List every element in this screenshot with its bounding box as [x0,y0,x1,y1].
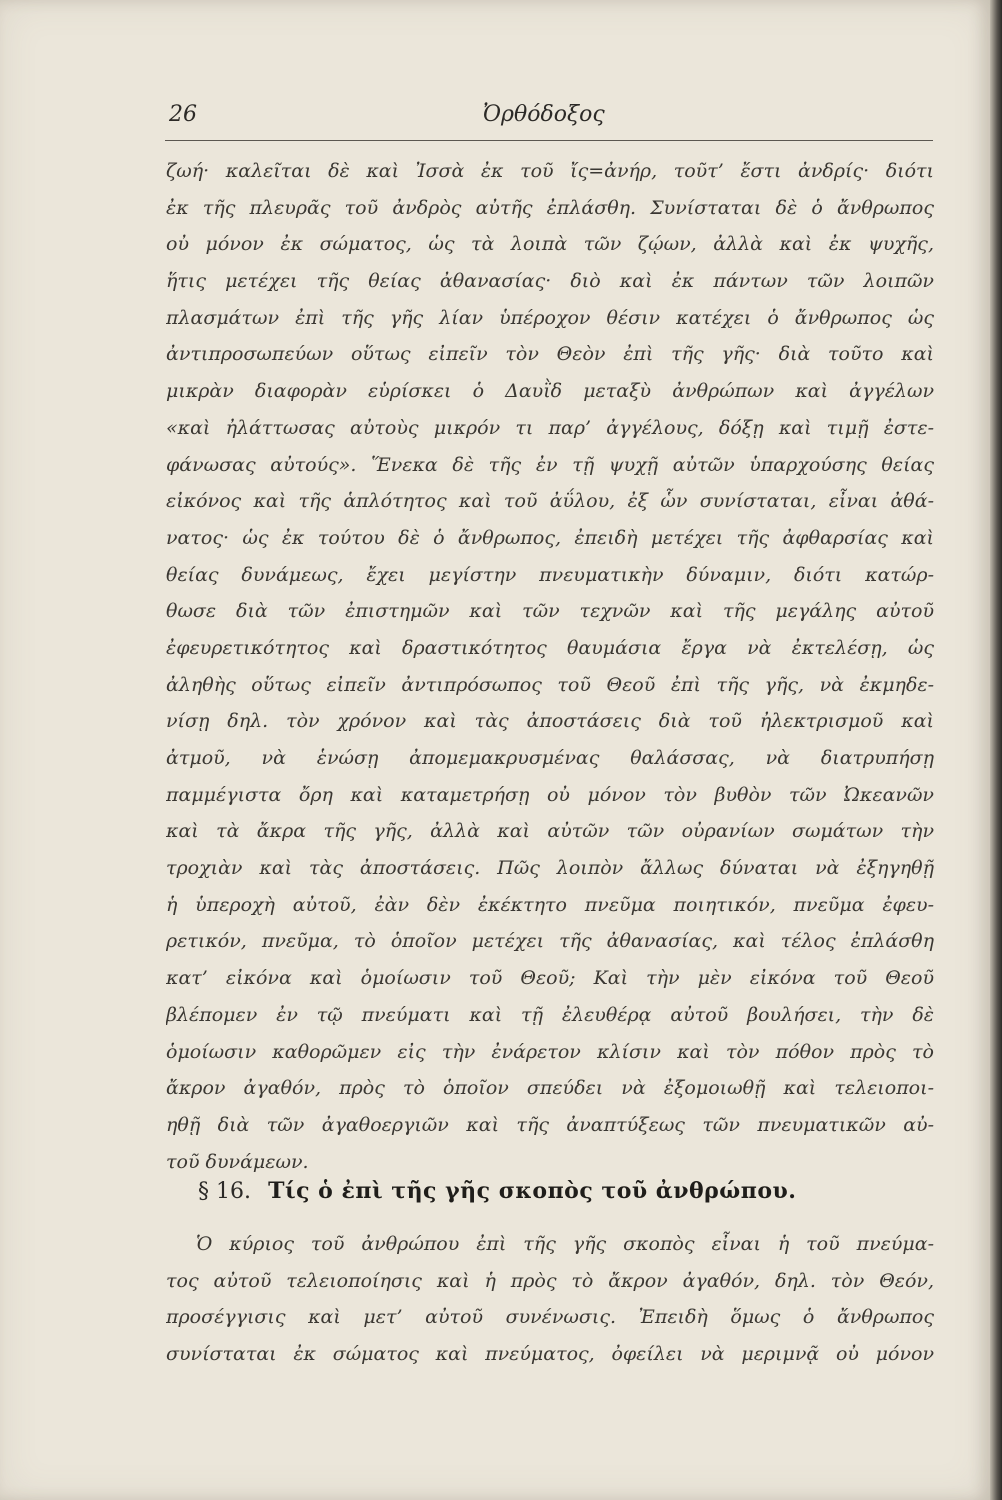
page-header [165,100,933,141]
text-line: νατος· ὡς ἐκ τούτου δὲ ὁ ἄνθρωπος, ἐπειδὴ μετέχει τῆς ἀφθαρσίας καὶ [166,526,934,549]
text-line: τροχιὰν καὶ τὰς ἀποστάσεις. Πῶς λοιπὸν ἄλλως δύναται νὰ ἐξηγηθῇ [166,857,934,880]
body-text [166,153,934,1180]
text-line: θείας δυνάμεως, ἔχει μεγίστην πνευματικὴν δύναμιν, διότι κατώρ- [166,563,934,586]
text-line: μικρὰν διαφορὰν εὑρίσκει ὁ Δαυῒδ μεταξὺ ἀνθρώπων καὶ ἀγγέλων [166,380,934,403]
text-line: νίσῃ δηλ. τὸν χρόνον καὶ τὰς ἀποστάσεις διὰ τοῦ ἠλεκτρισμοῦ καὶ [166,710,934,733]
text-line: καὶ τὰ ἄκρα τῆς γῆς, ἀλλὰ καὶ αὐτῶν τῶν οὐρανίων σωμάτων τὴν [166,820,934,843]
text-line: εἰκόνος καὶ τῆς ἁπλότητος καὶ τοῦ ἀΰλου, ἐξ ὧν συνίσταται, εἶναι ἀθά- [166,490,934,513]
text-line: τοῦ δυνάμεων. [166,1150,309,1173]
text-line: θωσε διὰ τῶν ἐπιστημῶν καὶ τῶν τεχνῶν καὶ τῆς μεγάλης αὐτοῦ [166,600,934,623]
text-line: «καὶ ἠλάττωσας αὐτοὺς μικρόν τι παρ’ ἀγγέλους, δόξῃ καὶ τιμῇ ἐστε- [166,416,934,439]
running-title: Ὀρθόδοξος [483,102,605,127]
text-line: συνίσταται ἐκ σώματος καὶ πνεύματος, ὀφείλει νὰ μεριμνᾷ οὐ μόνον [166,1343,934,1366]
page-edge [990,0,1002,1500]
text-line: ἀντιπροσωπεύων οὕτως εἰπεῖν τὸν Θεὸν ἐπὶ τῆς γῆς· διὰ τοῦτο καὶ [166,343,934,366]
text-line: ρετικόν, πνεῦμα, τὸ ὁποῖον μετέχει τῆς ἀθανασίας, καὶ τέλος ἐπλάσθη [166,930,934,953]
section-number: § 16. [198,1179,251,1204]
text-line: προσέγγισις καὶ μετ’ αὐτοῦ συνένωσις. Ἐπειδὴ ὅμως ὁ ἄνθρωπος [166,1306,934,1329]
text-line: Ὁ κύριος τοῦ ἀνθρώπου ἐπὶ τῆς γῆς σκοπὸς εἶναι ἡ τοῦ πνεύμα- [196,1233,934,1255]
text-line: βλέπομεν ἐν τῷ πνεύματι καὶ τῇ ἐλευθέρᾳ αὐτοῦ βουλήσει, τὴν δὲ [166,1003,934,1026]
text-line: ἄκρον ἀγαθόν, πρὸς τὸ ὁποῖον σπεύδει νὰ ἐξομοιωθῇ καὶ τελειοποι- [166,1077,934,1100]
section-body [166,1226,934,1373]
page-number: 26 [169,102,197,127]
section-heading [198,1178,928,1224]
text-line: ὁμοίωσιν καθορῶμεν εἰς τὴν ἐνάρετον κλίσιν καὶ τὸν πόθον πρὸς τὸ [166,1040,934,1063]
text-line: οὐ μόνον ἐκ σώματος, ὡς τὰ λοιπὰ τῶν ζῴων, ἀλλὰ καὶ ἐκ ψυχῆς, [166,233,934,256]
text-line: ζωή· καλεῖται δὲ καὶ Ἰσσὰ ἐκ τοῦ ἴς=ἀνήρ, τοῦτ’ ἔστι ἀνδρίς· διότι [166,160,934,182]
text-line: ἡ ὑπεροχὴ αὐτοῦ, ἐὰν δὲν ἐκέκτητο πνεῦμα ποιητικόν, πνεῦμα ἐφευ- [166,893,934,916]
text-line: τος αὐτοῦ τελειοποίησις καὶ ἡ πρὸς τὸ ἄκρον ἀγαθόν, δηλ. τὸν Θεόν, [166,1269,934,1292]
text-line: ἀτμοῦ, νὰ ἑνώσῃ ἀπομεμακρυσμένας θαλάσσας, νὰ διατρυπήσῃ [166,747,934,769]
text-line: ἐφευρετικότητος καὶ δραστικότητος θαυμάσια ἔργα νὰ ἐκτελέσῃ, ὡς [166,636,934,659]
section-title: Τίς ὁ ἐπὶ τῆς γῆς σκοπὸς τοῦ ἀνθρώπου. [268,1178,797,1204]
text-line: ηθῇ διὰ τῶν ἀγαθοεργιῶν καὶ τῆς ἀναπτύξεως τῶν πνευματικῶν αὐ- [166,1113,934,1136]
text-line: φάνωσας αὐτούς». Ἕνεκα δὲ τῆς ἐν τῇ ψυχῇ αὐτῶν ὑπαρχούσης θείας [166,453,934,476]
text-line: παμμέγιστα ὄρη καὶ καταμετρήσῃ οὐ μόνον τὸν βυθὸν τῶν Ὠκεανῶν [166,783,934,806]
text-line: πλασμάτων ἐπὶ τῆς γῆς λίαν ὑπέροχον θέσιν κατέχει ὁ ἄνθρωπος ὡς [166,306,934,329]
text-line: ἀληθὴς οὕτως εἰπεῖν ἀντιπρόσωπος τοῦ Θεοῦ ἐπὶ τῆς γῆς, νὰ ἐκμηδε- [166,673,934,696]
text-line: ἥτις μετέχει τῆς θείας ἀθανασίας· διὸ καὶ ἐκ πάντων τῶν λοιπῶν [166,270,934,293]
text-line: κατ’ εἰκόνα καὶ ὁμοίωσιν τοῦ Θεοῦ; Καὶ τὴν μὲν εἰκόνα τοῦ Θεοῦ [166,967,934,990]
text-line: ἐκ τῆς πλευρᾶς τοῦ ἀνδρὸς αὐτῆς ἐπλάσθη. Συνίσταται δὲ ὁ ἄνθρωπος [166,196,934,219]
